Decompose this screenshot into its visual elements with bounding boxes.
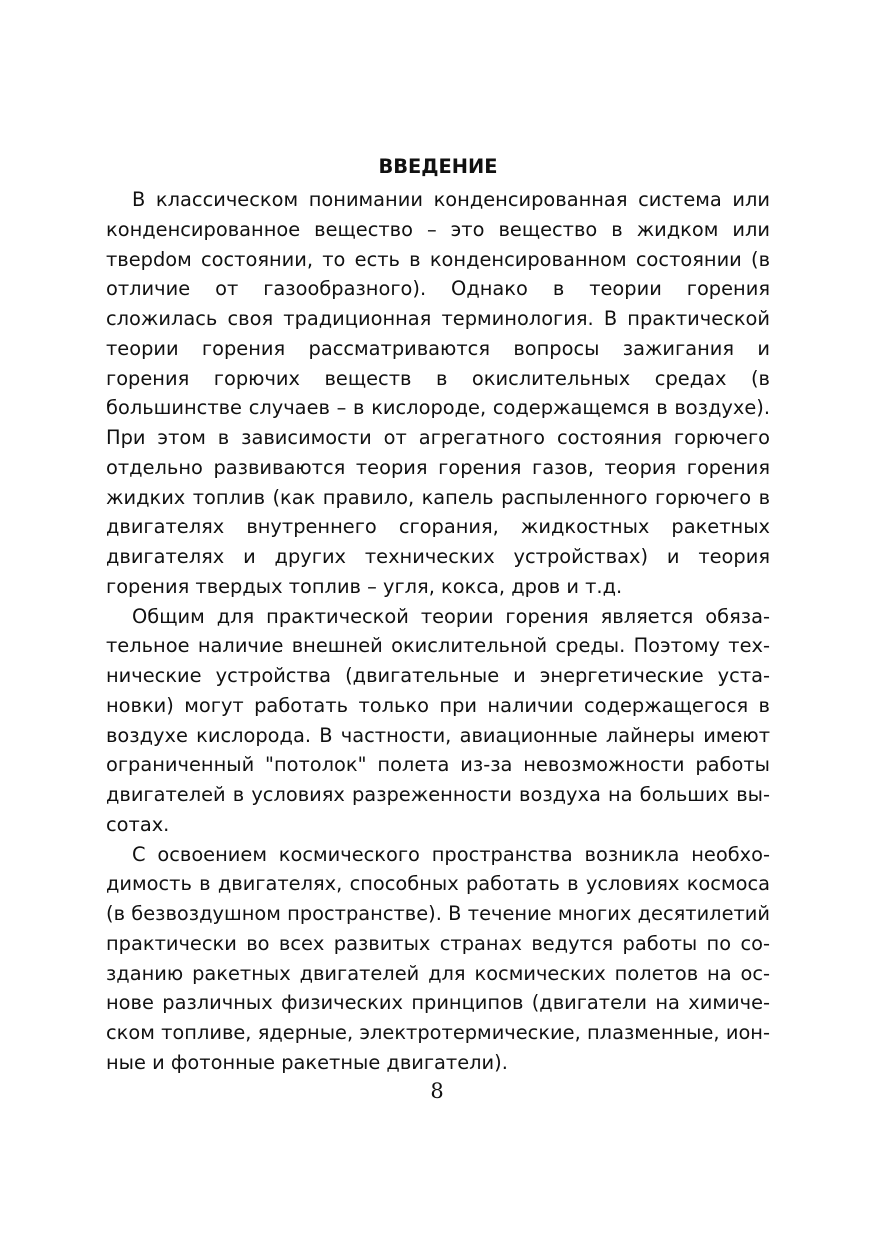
paragraph-1: В классическом понимании конденсированная система или конденсированное вещество – это вещество в жидком или тверdом состоянии, то есть в конденсированном состоянии (в отличие от газообразного). Однако в теории горения сложилась своя традиционная терминология. В практической теории горения рассматриваются вопросы зажигания и горения горючих веществ в окислительных средах (в большинстве случаев – в кислороде, содержащемся в воздухе). При этом в зависимости от агрегатного состояния горючего отдельно развиваются теория горения газов, теория горения жидких топлив (как правило, капель распыленного горючего в двигателях внутреннего сгорания, жидкостных ракетных двигателях и других технических устройствах) и теория горения твердых топлив – угля, кокса, дров и т.д.: [106, 188, 770, 598]
paragraph-2: Общим для практической теории горения является обязательное наличие внешней окислительной среды. Поэтому технические устройства (двигательные и энергетические установки) могут работать только при наличии содержащегося в воздухе кислорода. В частности, авиационные лайнеры имеют ограниченный "потолок" полета из-за невозможности работы двигателей в условиях разреженности воздуха на больших высотах.: [106, 604, 770, 836]
page-content: [106, 149, 770, 1078]
section-title: ВВЕДЕНИЕ: [378, 155, 498, 178]
page-number: 8: [430, 1079, 444, 1103]
paragraph-3: С освоением космического пространства возникла необходимость в двигателях, способных работать в условиях космоса (в безвоздушном пространстве). В течение многих десятилетий практически во всех развитых странах ведутся работы по созданию ракетных двигателей для космических полетов на основе различных физических принципов (двигатели на химическом топливе, ядерные, электротермические, плазменные, ионные и фотонные ракетные двигатели).: [106, 842, 770, 1074]
